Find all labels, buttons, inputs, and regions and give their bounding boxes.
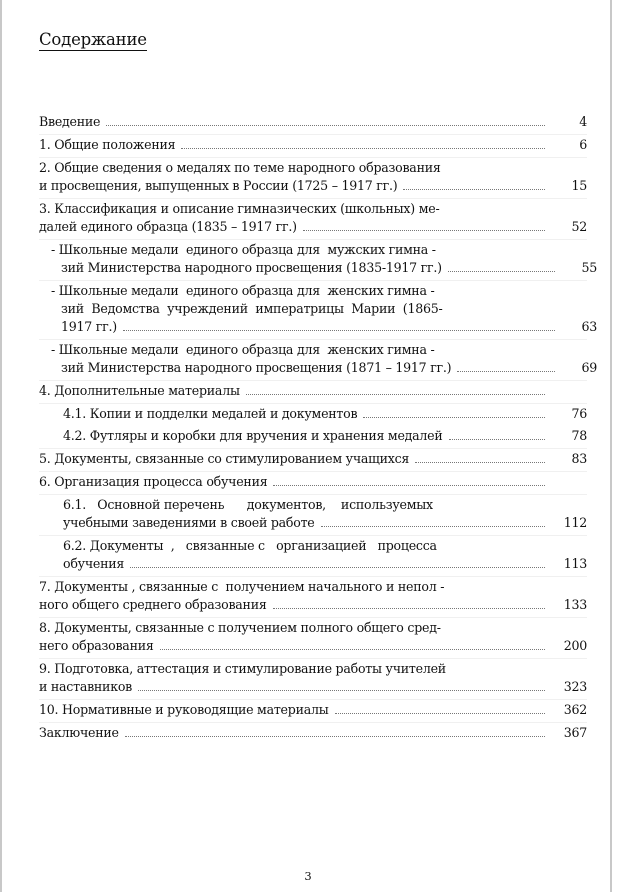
dot-leader xyxy=(403,188,545,190)
toc-entry-label: 5. Документы, связанные со стимулированием учащихся xyxy=(39,451,410,466)
toc-entry-label: и наставников xyxy=(39,679,132,694)
toc-entry-label: Введение xyxy=(39,114,101,129)
toc-entry-label-line: - Школьные медали единого образца для женских гимна - xyxy=(51,283,435,298)
dot-leader xyxy=(130,566,545,568)
toc-entry-8[interactable] xyxy=(39,618,587,659)
toc-entry-label: и просвещения, выпущенных в России (1725 – 1917 гг.) xyxy=(39,178,398,193)
toc-entry-label-line: 2. Общие сведения о медалях по теме народного образования xyxy=(39,160,441,175)
toc-entry-label: зий Министерства народного просвещения (1835-1917 гг.) xyxy=(61,260,442,275)
toc-page-number: 55 xyxy=(581,260,597,275)
dot-leader xyxy=(181,147,545,149)
toc-page-number: 15 xyxy=(571,178,587,193)
toc-entry-label: него образования xyxy=(39,638,154,653)
toc-page-number: 76 xyxy=(571,406,587,421)
dot-leader xyxy=(321,525,545,527)
toc-entry-4-2[interactable] xyxy=(39,426,587,449)
dot-leader xyxy=(363,416,545,418)
toc-entry-label: 1917 гг.) xyxy=(61,319,117,334)
toc-entry-1[interactable] xyxy=(39,135,587,158)
toc-page-number: 362 xyxy=(563,702,587,717)
toc-entry-5[interactable] xyxy=(39,449,587,472)
toc-entry-introduction[interactable] xyxy=(39,112,587,135)
toc-entry-label: обучения xyxy=(63,556,125,571)
page-title: Содержание xyxy=(39,30,147,49)
toc-entry-label: 1. Общие положения xyxy=(39,137,176,152)
toc-entry-6-2[interactable] xyxy=(39,536,587,577)
toc-entry-9[interactable] xyxy=(39,659,587,700)
toc-entry-label-line: 8. Документы, связанные с получением полного общего сред- xyxy=(39,620,441,635)
toc-entry-label-line: 6.1. Основной перечень документов, используемых xyxy=(63,497,433,512)
toc-entry-10[interactable] xyxy=(39,700,587,723)
toc-entry-label: учебными заведениями в своей работе xyxy=(63,515,315,530)
table-of-contents xyxy=(39,112,597,745)
dot-leader xyxy=(138,689,545,691)
dot-leader xyxy=(273,484,545,486)
dot-leader xyxy=(449,438,545,440)
toc-entry-conclusion[interactable] xyxy=(39,723,587,745)
toc-entry-label-line: 3. Классификация и описание гимназических (школьных) ме- xyxy=(39,201,440,216)
toc-page-number: 323 xyxy=(563,679,587,694)
dot-leader xyxy=(448,270,555,272)
toc-entry-4-1[interactable] xyxy=(39,404,587,426)
toc-entry-label: 4.2. Футляры и коробки для вручения и хранения медалей xyxy=(63,428,443,443)
toc-entry-label-line: - Школьные медали единого образца для женских гимна - xyxy=(51,342,435,357)
toc-entry-label-line: 9. Подготовка, аттестация и стимулирование работы учителей xyxy=(39,661,446,676)
toc-entry-label: 4. Дополнительные материалы xyxy=(39,383,240,398)
toc-page-number: 200 xyxy=(563,638,587,653)
toc-page-number: 52 xyxy=(571,219,587,234)
toc-entry-label: 4.1. Копии и подделки медалей и документов xyxy=(63,406,358,421)
dot-leader xyxy=(123,329,555,331)
toc-page-number: 113 xyxy=(563,556,587,571)
toc-entry-6-1[interactable] xyxy=(39,495,587,536)
toc-page-number: 4 xyxy=(579,114,587,129)
toc-entry-label: 10. Нормативные и руководящие материалы xyxy=(39,702,329,717)
toc-entry-7[interactable] xyxy=(39,577,587,618)
toc-entry-4[interactable] xyxy=(39,381,587,404)
dot-leader xyxy=(106,124,545,126)
toc-page-number: 133 xyxy=(563,597,587,612)
toc-entry-2[interactable] xyxy=(39,158,587,199)
toc-page-number: 83 xyxy=(571,451,587,466)
toc-page-number: 78 xyxy=(571,428,587,443)
dot-leader xyxy=(246,393,545,395)
toc-entry-label: Заключение xyxy=(39,725,119,740)
toc-page-number: 112 xyxy=(563,515,587,530)
toc-page-number: 6 xyxy=(579,137,587,152)
toc-entry-6[interactable] xyxy=(39,472,587,495)
dot-leader xyxy=(335,712,546,714)
toc-entry-label: ного общего среднего образования xyxy=(39,597,267,612)
toc-entry-3[interactable] xyxy=(39,199,587,240)
toc-entry-label-line: зий Ведомства учреждений императрицы Марии (1865- xyxy=(61,301,443,316)
toc-entry-label: далей единого образца (1835 – 1917 гг.) xyxy=(39,219,297,234)
toc-entry-label: 6. Организация процесса обучения xyxy=(39,474,268,489)
toc-entry-label-line: 6.2. Документы , связанные с организацией процесса xyxy=(63,538,437,553)
toc-entry-label-line: - Школьные медали единого образца для мужских гимна - xyxy=(51,242,436,257)
toc-entry-3-boys-gymnasiums[interactable] xyxy=(39,240,597,281)
dot-leader xyxy=(273,607,545,609)
page-number: 3 xyxy=(304,869,312,883)
dot-leader xyxy=(457,370,555,372)
dot-leader xyxy=(415,461,545,463)
toc-page-number: 367 xyxy=(563,725,587,740)
toc-entry-label: зий Министерства народного просвещения (1871 – 1917 гг.) xyxy=(61,360,452,375)
toc-page-number: 69 xyxy=(581,360,597,375)
toc-entry-3-girls-gymnasiums-maria[interactable] xyxy=(39,281,597,340)
dot-leader xyxy=(303,229,545,231)
toc-entry-label-line: 7. Документы , связанные с получением начального и непол - xyxy=(39,579,445,594)
dot-leader xyxy=(160,648,545,650)
toc-entry-3-girls-gymnasiums-ministry[interactable] xyxy=(39,340,597,381)
dot-leader xyxy=(125,735,545,737)
toc-page-number: 63 xyxy=(581,319,597,334)
